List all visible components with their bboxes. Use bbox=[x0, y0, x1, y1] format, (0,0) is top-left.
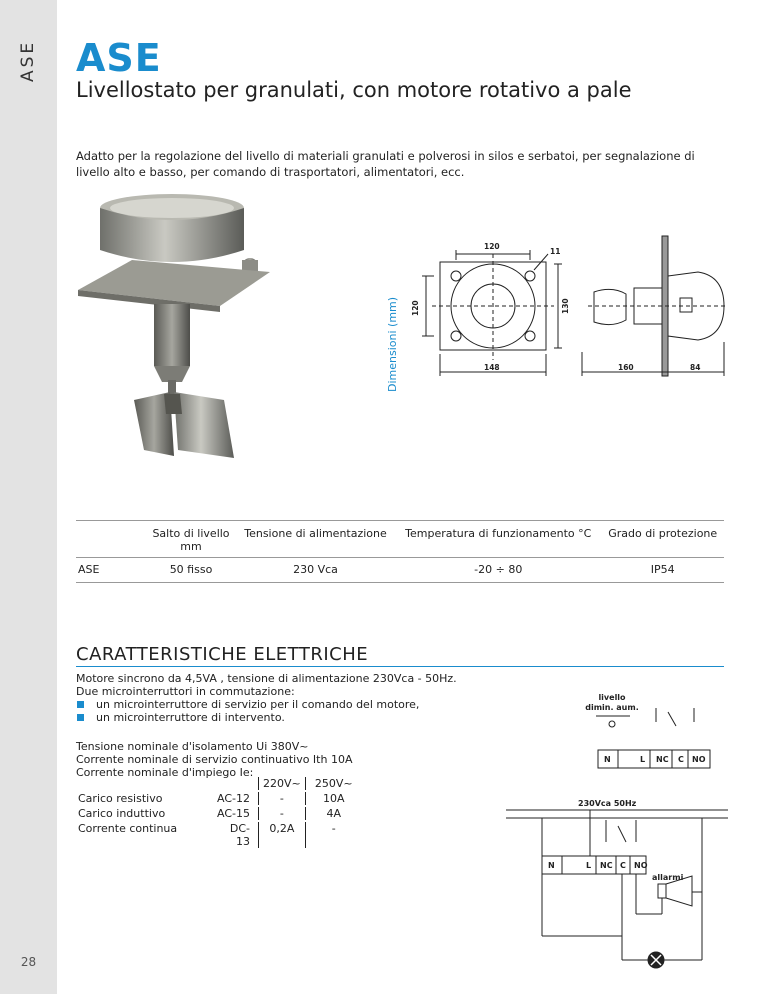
load-250: 10A bbox=[322, 792, 345, 805]
terminal-n: N bbox=[604, 755, 611, 764]
section-title: CARATTERISTICHE ELETTRICHE bbox=[76, 644, 369, 665]
page-subtitle: Livellostato per granulati, con motore rotativo a pale bbox=[76, 78, 632, 102]
page-number: 28 bbox=[20, 955, 37, 969]
terminal-l: L bbox=[586, 861, 592, 870]
load-header-220: 220V~ bbox=[258, 777, 306, 790]
section-divider bbox=[76, 666, 724, 667]
dim-bottom-width: 148 bbox=[484, 363, 500, 372]
specs-header-level: Salto di livello mm bbox=[146, 521, 236, 558]
wiring-diagram bbox=[506, 686, 728, 976]
sidebar bbox=[0, 0, 57, 994]
terminal-no: NO bbox=[692, 755, 706, 764]
switch-line: Due microinterruttori in commutazione: bbox=[76, 685, 295, 698]
rating-line: Tensione nominale d'isolamento Ui 380V~ bbox=[76, 740, 309, 753]
page-title: ASE bbox=[76, 36, 162, 80]
terminal-n: N bbox=[548, 861, 555, 870]
specs-table bbox=[76, 520, 724, 583]
terminal-nc: NC bbox=[656, 755, 669, 764]
specs-temperature: -20 ÷ 80 bbox=[395, 558, 601, 583]
motor-line: Motore sincrono da 4,5VA , tensione di alimentazione 230Vca - 50Hz. bbox=[76, 672, 457, 685]
specs-header-row bbox=[76, 521, 724, 558]
sidebar-label: ASE bbox=[18, 39, 38, 82]
dim-diameter: 130 bbox=[561, 298, 570, 314]
load-table bbox=[76, 775, 356, 850]
specs-header-model bbox=[76, 521, 146, 558]
dim-hole: 11 bbox=[550, 247, 561, 256]
load-header-row bbox=[78, 777, 354, 790]
dim-depth: 160 bbox=[618, 363, 634, 372]
terminal-nc: NC bbox=[600, 861, 613, 870]
dim-top-width: 120 bbox=[484, 242, 500, 251]
dim-side-height: 120 bbox=[411, 300, 420, 316]
dim-depth2: 84 bbox=[690, 363, 701, 372]
load-row bbox=[78, 807, 354, 820]
specs-model: ASE bbox=[76, 558, 146, 583]
terminal-no: NO bbox=[634, 861, 648, 870]
rating-line: Corrente nominale d'impiego Ie: bbox=[76, 766, 254, 779]
load-code: AC-15 bbox=[217, 807, 250, 820]
ratings-list bbox=[76, 740, 376, 779]
technical-drawing bbox=[398, 232, 730, 382]
level-label-2: dimin. aum. bbox=[585, 703, 639, 712]
load-250: - bbox=[331, 822, 336, 835]
level-label-1: livello bbox=[598, 693, 626, 702]
terminal-c: C bbox=[678, 755, 684, 764]
load-220: - bbox=[258, 807, 306, 820]
product-photo bbox=[74, 188, 274, 468]
load-label: Corrente continua bbox=[78, 822, 178, 835]
load-label: Carico resistivo bbox=[78, 792, 163, 805]
load-row bbox=[78, 822, 354, 848]
alarms-label: allarmi bbox=[652, 873, 684, 882]
specs-voltage: 230 Vca bbox=[236, 558, 395, 583]
specs-header-temperature: Temperatura di funzionamento °C bbox=[395, 521, 601, 558]
specs-header-protection: Grado di protezione bbox=[601, 521, 724, 558]
bullet-item: un microinterruttore di servizio per il comando del motore, bbox=[76, 698, 496, 711]
specs-row bbox=[76, 558, 724, 583]
electrical-description bbox=[76, 672, 496, 724]
dimensions-label: Dimensioni (mm) bbox=[386, 296, 399, 392]
load-code: DC-13 bbox=[229, 822, 250, 848]
load-code: AC-12 bbox=[217, 792, 250, 805]
load-row bbox=[78, 792, 354, 805]
specs-protection: IP54 bbox=[601, 558, 724, 583]
rating-line: Corrente nominale di servizio continuativo Ith 10A bbox=[76, 753, 353, 766]
supply-label: 230Vca 50Hz bbox=[578, 799, 637, 808]
load-220: 0,2A bbox=[258, 822, 306, 848]
load-header-250: 250V~ bbox=[314, 777, 353, 790]
specs-level: 50 fisso bbox=[146, 558, 236, 583]
intro-paragraph: Adatto per la regolazione del livello di materiali granulati e polverosi in silos e serbatoi, per segnalazione di livello alto e basso, per comando di trasportatori, alimentatori, ecc. bbox=[76, 149, 695, 179]
load-250: 4A bbox=[326, 807, 342, 820]
terminal-l: L bbox=[640, 755, 646, 764]
load-220: - bbox=[258, 792, 306, 805]
bullet-item: un microinterruttore di intervento. bbox=[76, 711, 496, 724]
specs-header-voltage: Tensione di alimentazione bbox=[236, 521, 395, 558]
terminal-c: C bbox=[620, 861, 626, 870]
load-label: Carico induttivo bbox=[78, 807, 166, 820]
